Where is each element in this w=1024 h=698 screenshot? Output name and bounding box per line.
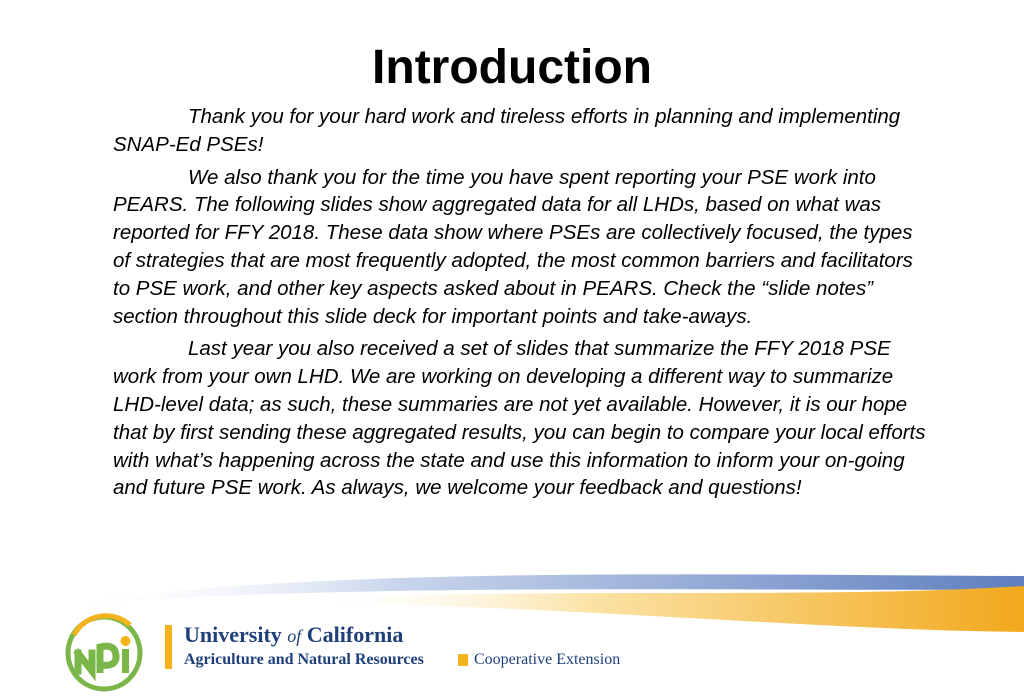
paragraph-last-year: Last year you also received a set of slides that summarize the FFY 2018 PSE work from your own LHD. We are working on developing a different way to summarize LHD-level data; as such, these summaries are not yet available. However, it is our hope that by first sending these aggregated results, you can begin to compare your local efforts with what’s happening across the state and use this information to inform your on-going and future PSE work. As always, we welcome your feedback and questions! <box>113 337 926 500</box>
cooperative-extension-label: Cooperative Extension <box>474 651 621 668</box>
uc-subtitle: Agriculture and Natural Resources <box>184 651 424 668</box>
uc-name-of: of <box>287 626 302 646</box>
uc-accent-bar <box>165 625 172 669</box>
decorative-swoosh <box>0 560 1024 640</box>
uc-name <box>184 622 403 649</box>
uc-name-part1: University <box>184 622 288 647</box>
paragraph-pears: We also thank you for the time you have spent reporting your PSE work into PEARS. The following slides show aggregated data for all LHDs, based on what was reported for FFY 2018. These data show where PSEs are collectively focused, the types of strategies that are most frequently adopted, the most common barriers and facilitators to PSE work, and other key aspects asked about in PEARS. Check the “slide notes” section throughout this slide deck for important points and take-aways. <box>113 165 913 328</box>
slide-title: Introduction <box>372 41 652 94</box>
extension-accent-square <box>458 654 468 666</box>
paragraph-thanks: Thank you for your hard work and tireless efforts in planning and implementing SNAP-Ed PSEs! <box>113 105 901 156</box>
npi-logo <box>60 613 148 693</box>
slide-body <box>113 103 931 507</box>
uc-name-part2: California <box>301 622 404 647</box>
